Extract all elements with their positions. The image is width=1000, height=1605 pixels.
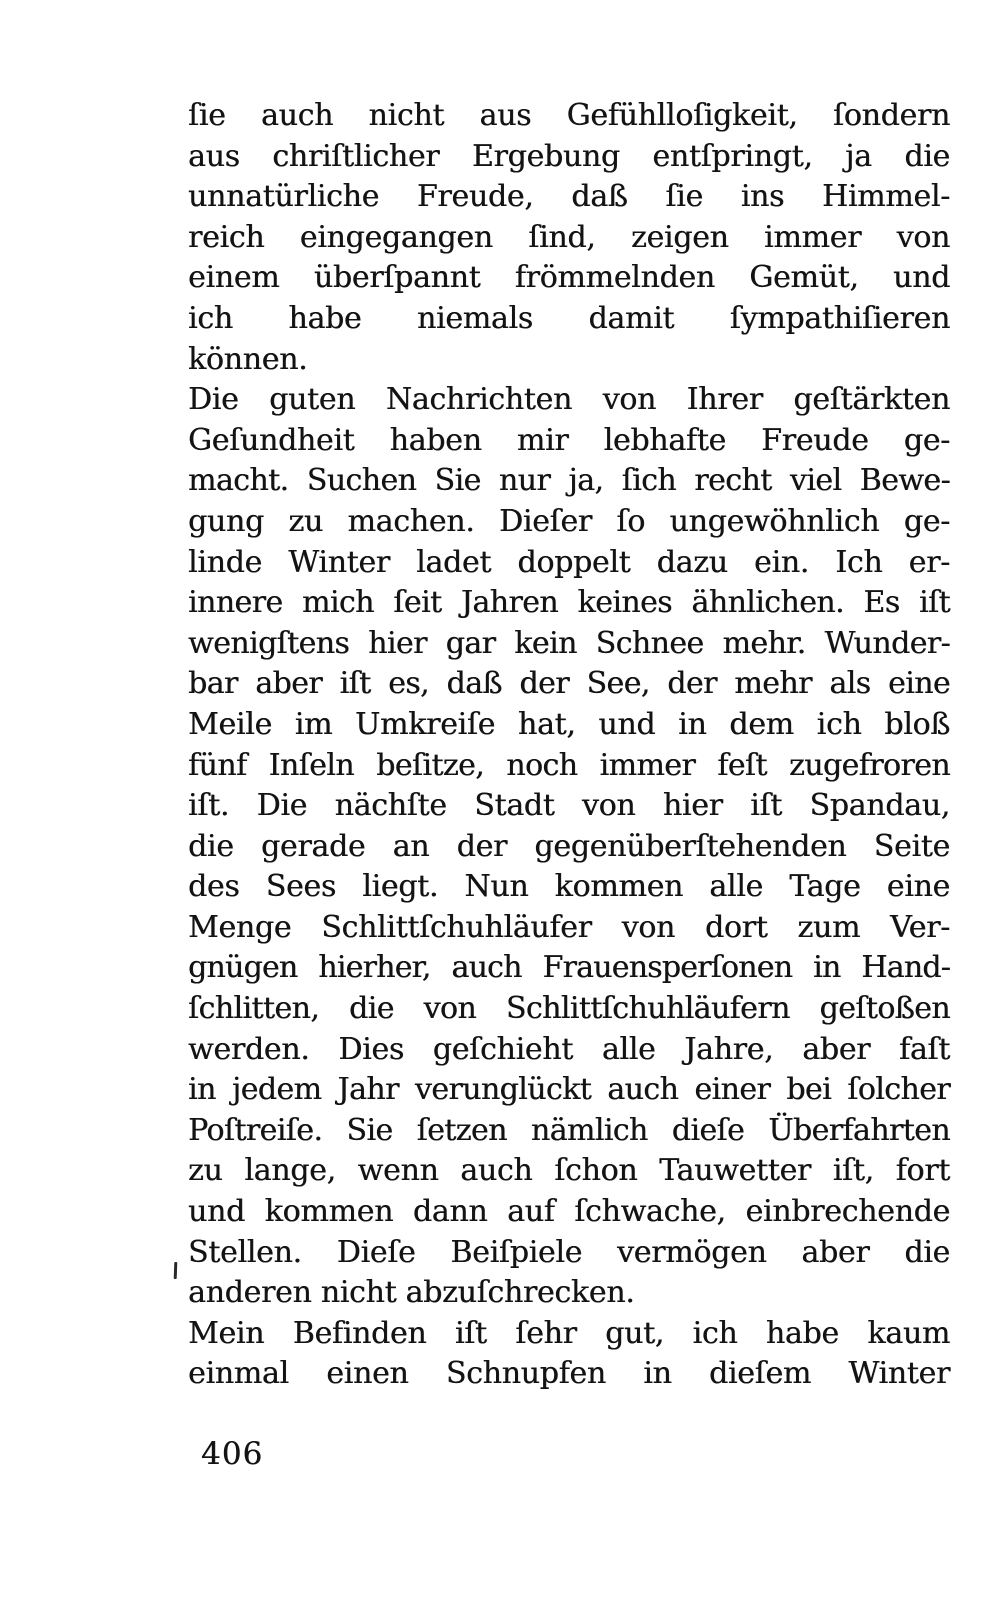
text-line: gung zu machen. Dieſer ſo ungewöhnlich ge- (188, 503, 950, 539)
text-line: Geſundheit haben mir lebhafte Freude ge- (188, 422, 950, 458)
text-line: des Sees liegt. Nun kommen alle Tage eine (188, 869, 950, 905)
text-line: einmal einen Schnupfen in dieſem Winter (188, 1356, 950, 1392)
text-line: aus chriſtlicher Ergebung entſpringt, ja die (188, 138, 950, 174)
scan-artifact (174, 1262, 178, 1279)
text-line: reich eingegangen ſind, zeigen immer von (188, 219, 950, 255)
text-line: linde Winter ladet doppelt dazu ein. Ich er- (188, 544, 950, 580)
text-line: Menge Schlittſchuhläufer von dort zum Ver- (188, 909, 950, 945)
text-line: Stellen. Dieſe Beiſpiele vermögen aber die (188, 1234, 950, 1270)
text-line: fünf Inſeln beſitze, noch immer feſt zugefroren (188, 747, 950, 783)
text-line: Die guten Nachrichten von Ihrer geſtärkten (188, 382, 950, 418)
text-line: unnatürliche Freude, daß ſie ins Himmel- (188, 179, 950, 215)
text-line: wenigſtens hier gar kein Schnee mehr. Wunder- (188, 625, 950, 661)
text-line: Meile im Umkreiſe hat, und in dem ich bloß (188, 706, 950, 742)
text-line-paragraph-end: anderen nicht abzuſchrecken. (188, 1275, 635, 1311)
text-line: innere mich ſeit Jahren keines ähnlichen. Es iſt (188, 585, 950, 621)
text-line-paragraph-end: können. (188, 341, 308, 377)
text-line: werden. Dies geſchieht alle Jahre, aber faſt (188, 1031, 950, 1067)
text-line: und kommen dann auf ſchwache, einbrechende (188, 1194, 950, 1230)
text-line: iſt. Die nächſte Stadt von hier iſt Spandau, (188, 788, 950, 824)
text-line: Mein Befinden iſt ſehr gut, ich habe kaum (188, 1315, 950, 1351)
letter-text-block (188, 96, 950, 1395)
text-line: ſchlitten, die von Schlittſchuhläufern geſtoßen (188, 991, 950, 1027)
text-line: ſie auch nicht aus Gefühlloſigkeit, ſondern (188, 98, 950, 133)
text-line: Poſtreiſe. Sie ſetzen nämlich dieſe Überfahrten (188, 1112, 950, 1148)
text-line: macht. Suchen Sie nur ja, ſich recht viel Bewe- (188, 463, 950, 499)
text-line: bar aber iſt es, daß der See, der mehr als eine (188, 666, 950, 702)
page-number: 406 (201, 1436, 264, 1472)
text-line: gnügen hierher, auch Frauensperſonen in Hand- (188, 950, 950, 986)
text-line: zu lange, wenn auch ſchon Tauwetter iſt, fort (188, 1153, 950, 1189)
text-line: ich habe niemals damit ſympathiſieren (188, 300, 950, 336)
text-line: einem überſpannt frömmelnden Gemüt, und (188, 260, 950, 296)
text-line: die gerade an der gegenüberſtehenden Seite (188, 828, 950, 864)
text-line: in jedem Jahr verunglückt auch einer bei ſolcher (188, 1072, 950, 1108)
